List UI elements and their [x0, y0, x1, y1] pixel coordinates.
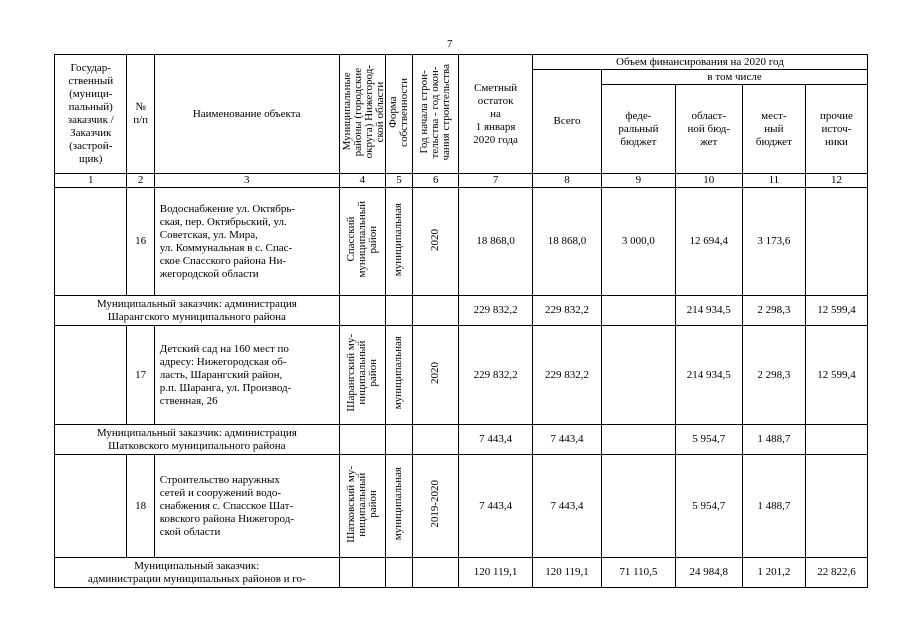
row-number: 16	[127, 188, 154, 296]
total-value: 229 832,2	[532, 296, 601, 326]
ownership-cell: муниципальная	[385, 455, 412, 558]
ownership-cell: муниципальная	[385, 188, 412, 296]
header-object-name: Наименование объекта	[154, 55, 339, 174]
header-other: прочие источ- ники	[805, 85, 867, 174]
row-number: 17	[127, 326, 154, 425]
empty-cell	[413, 558, 459, 588]
federal-value	[602, 425, 676, 455]
col-number: 10	[675, 174, 742, 188]
regional-value: 24 984,8	[675, 558, 742, 588]
header-balance: Сметный остаток на 1 января 2020 года	[459, 55, 533, 174]
object-name: Водоснабжение ул. Октябрь- ская, пер. Октябрьский, ул. Советская, ул. Мира, ул. Коммунальная в с. Спас- ское Спасского района Ни- жегородской области	[154, 188, 339, 296]
row-number: 18	[127, 455, 154, 558]
group-label: Муниципальный заказчик: администрация Шатковского муниципального района	[55, 425, 340, 455]
group-row	[55, 558, 868, 588]
total-value: 18 868,0	[532, 188, 601, 296]
total-value: 7 443,4	[532, 455, 601, 558]
district-cell: Спасский муниципальный район	[339, 188, 385, 296]
regional-value: 214 934,5	[675, 296, 742, 326]
district-cell: Шатковский му- ниципальный район	[339, 455, 385, 558]
col-number: 7	[459, 174, 533, 188]
header-ownership: Форма собственности	[385, 55, 412, 174]
table-row	[55, 326, 868, 425]
group-row	[55, 296, 868, 326]
balance-value: 18 868,0	[459, 188, 533, 296]
empty-cell	[339, 558, 385, 588]
header-regional: област- ной бюд- жет	[675, 85, 742, 174]
col-number: 5	[385, 174, 412, 188]
federal-value	[602, 326, 676, 425]
empty-cell	[385, 558, 412, 588]
other-value: 12 599,4	[805, 326, 867, 425]
balance-value: 229 832,2	[459, 326, 533, 425]
years-cell: 2020	[413, 188, 459, 296]
district-cell: Шарангский му- ниципальный район	[339, 326, 385, 425]
header-district: Муниципальные районы (городские округа) Нижегород- ской области	[339, 55, 385, 174]
regional-value: 12 694,4	[675, 188, 742, 296]
group-label: Муниципальный заказчик: администрации муниципальных районов и го-	[55, 558, 340, 588]
group-row	[55, 425, 868, 455]
federal-value	[602, 455, 676, 558]
header-number: № п/п	[127, 55, 154, 174]
header-funding-title: Объем финансирования на 2020 год	[532, 55, 867, 70]
header-customer: Государ- ственный (муници- пальный) заказчик / Заказчик (застрой- щик)	[55, 55, 127, 174]
col-number: 3	[154, 174, 339, 188]
customer-cell	[55, 188, 127, 296]
empty-cell	[339, 425, 385, 455]
empty-cell	[339, 296, 385, 326]
total-value: 229 832,2	[532, 326, 601, 425]
header-local: мест- ный бюджет	[742, 85, 805, 174]
header-including: в том числе	[602, 70, 868, 85]
local-value: 2 298,3	[742, 296, 805, 326]
empty-cell	[413, 296, 459, 326]
col-number: 1	[55, 174, 127, 188]
local-value: 1 488,7	[742, 455, 805, 558]
other-value	[805, 455, 867, 558]
investment-table	[54, 54, 868, 588]
col-number: 4	[339, 174, 385, 188]
local-value: 2 298,3	[742, 326, 805, 425]
empty-cell	[413, 425, 459, 455]
object-name: Детский сад на 160 мест по адресу: Нижегородская об- ласть, Шарангский район, р.п. Шаранга, ул. Производ- ственная, 26	[154, 326, 339, 425]
total-value: 7 443,4	[532, 425, 601, 455]
balance-value: 7 443,4	[459, 455, 533, 558]
federal-value: 3 000,0	[602, 188, 676, 296]
col-number: 2	[127, 174, 154, 188]
local-value: 3 173,6	[742, 188, 805, 296]
header-years: Год начала строи- тельства - год окон- чания строительства	[413, 55, 459, 174]
balance-value: 229 832,2	[459, 296, 533, 326]
balance-value: 120 119,1	[459, 558, 533, 588]
customer-cell	[55, 326, 127, 425]
other-value: 12 599,4	[805, 296, 867, 326]
group-label: Муниципальный заказчик: администрация Шарангского муниципального района	[55, 296, 340, 326]
federal-value: 71 110,5	[602, 558, 676, 588]
table-row	[55, 455, 868, 558]
other-value	[805, 188, 867, 296]
col-number: 12	[805, 174, 867, 188]
col-number: 8	[532, 174, 601, 188]
empty-cell	[385, 425, 412, 455]
years-cell: 2019-2020	[413, 455, 459, 558]
object-name: Строительство наружных сетей и сооружений водо- снабжения с. Спасское Шат- ковского района Нижегород- ской области	[154, 455, 339, 558]
empty-cell	[385, 296, 412, 326]
balance-value: 7 443,4	[459, 425, 533, 455]
ownership-cell: муниципальная	[385, 326, 412, 425]
regional-value: 214 934,5	[675, 326, 742, 425]
col-number: 6	[413, 174, 459, 188]
local-value: 1 488,7	[742, 425, 805, 455]
federal-value	[602, 296, 676, 326]
regional-value: 5 954,7	[675, 425, 742, 455]
header-federal: феде- ральный бюджет	[602, 85, 676, 174]
other-value: 22 822,6	[805, 558, 867, 588]
col-number: 9	[602, 174, 676, 188]
table-row	[55, 188, 868, 296]
header-total: Всего	[532, 70, 601, 174]
column-numbers-row	[55, 174, 868, 188]
regional-value: 5 954,7	[675, 455, 742, 558]
years-cell: 2020	[413, 326, 459, 425]
page-number: 7	[447, 38, 453, 50]
total-value: 120 119,1	[532, 558, 601, 588]
other-value	[805, 425, 867, 455]
local-value: 1 201,2	[742, 558, 805, 588]
col-number: 11	[742, 174, 805, 188]
customer-cell	[55, 455, 127, 558]
